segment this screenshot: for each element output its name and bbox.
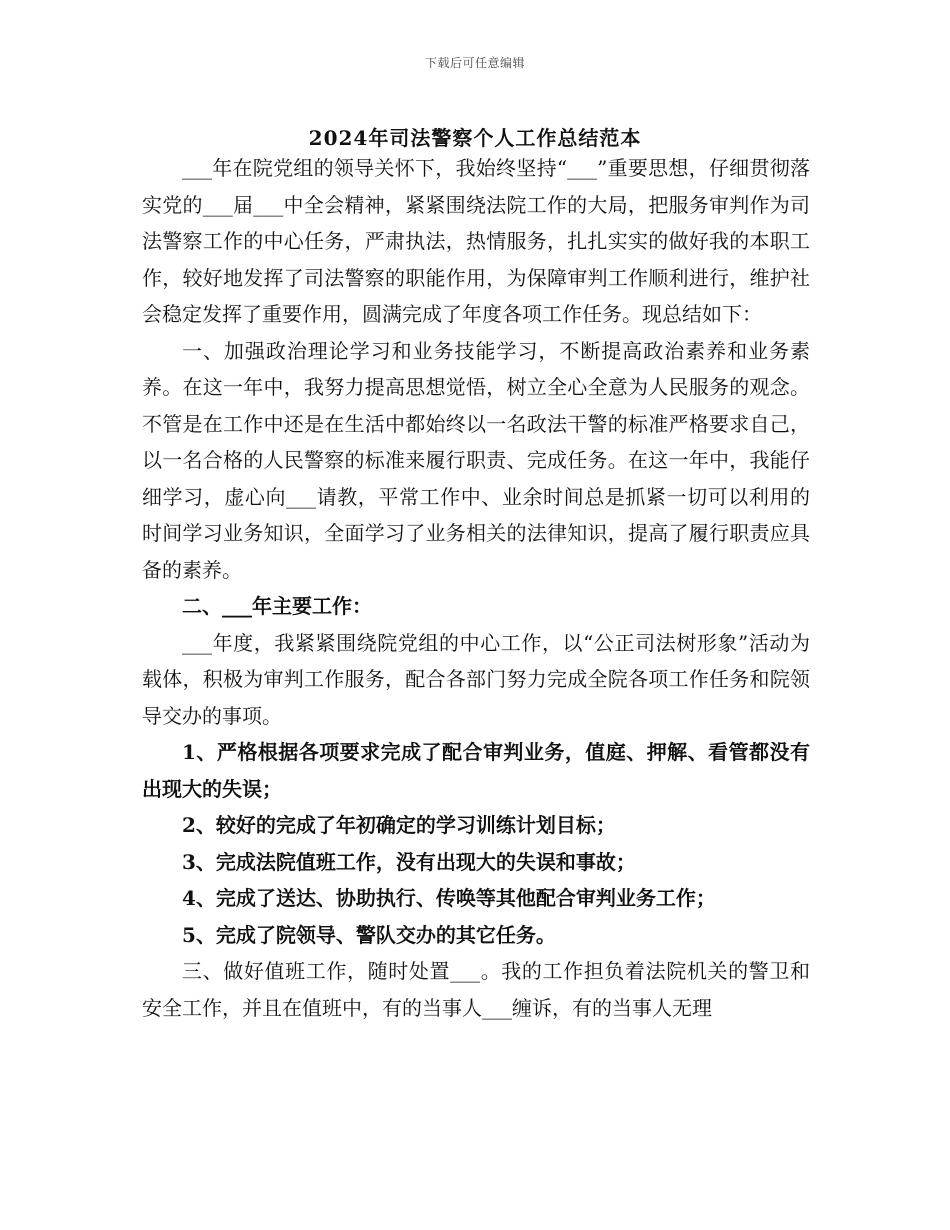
paragraph-section-1: 一、加强政治理论学习和业务技能学习，不断提高政治素养和业务素养。在这一年中，我努力提高思想觉悟，树立全心全意为人民服务的观念。不管是在工作中还是在生活中都始终以一名政法干警的标准严格要求自己，以一名合格的人民警察的标准来履行职责、完成任务。在这一年中，我能仔细学习，虚心向___请教，平常工作中、业余时间总是抓紧一切可以利用的时间学习业务知识，全面学习了业务相关的法律知识，提高了履行职责应具备的素养。 bbox=[142, 338, 810, 582]
list-item-3: 3、完成法院值班工作，没有出现大的失误和事故； bbox=[182, 849, 636, 874]
paragraph-section-3: 三、做好值班工作，随时处置___。我的工作担负着法院机关的警卫和安全工作，并且在值班中，有的当事人___缠诉，有的当事人无理 bbox=[142, 959, 810, 1020]
paragraph-intro: ___年在院党组的领导关怀下，我始终坚持“___”重要思想，仔细贯彻落实党的___届___中全会精神，紧紧围绕法院工作的大局，把服务审判作为司法警察工作的中心任务，严肃执法，热情服务，扎扎实实的做好我的本职工作，较好地发挥了司法警察的职能作用，为保障审判工作顺利进行，维护社会稳定发挥了重要作用，圆满完成了年度各项工作任务。现总结如下： bbox=[142, 156, 810, 326]
list-item-2: 2、较好的完成了年初确定的学习训练计划目标； bbox=[182, 813, 616, 837]
document-title: 2024年司法警察个人工作总结范本 bbox=[308, 126, 642, 150]
list-item-5: 5、完成了院领导、警队交办的其它任务。 bbox=[182, 922, 556, 947]
section-heading-main-work: 二、___年主要工作： bbox=[182, 594, 372, 618]
list-item-1: 1、严格根据各项要求完成了配合审判业务，值庭、押解、看管都没有出现大的失误； bbox=[142, 740, 810, 801]
page-header-note: 下载后可任意编辑 bbox=[424, 56, 525, 70]
document-body bbox=[142, 150, 810, 1026]
list-item-4: 4、完成了送达、协助执行、传唤等其他配合审判业务工作； bbox=[182, 886, 716, 910]
paragraph-section-2-intro: ___年度，我紧紧围绕院党组的中心工作，以“公正司法树形象”活动为载体，积极为审判工作服务，配合各部门努力完成全院各项工作任务和院领导交办的事项。 bbox=[142, 630, 810, 728]
